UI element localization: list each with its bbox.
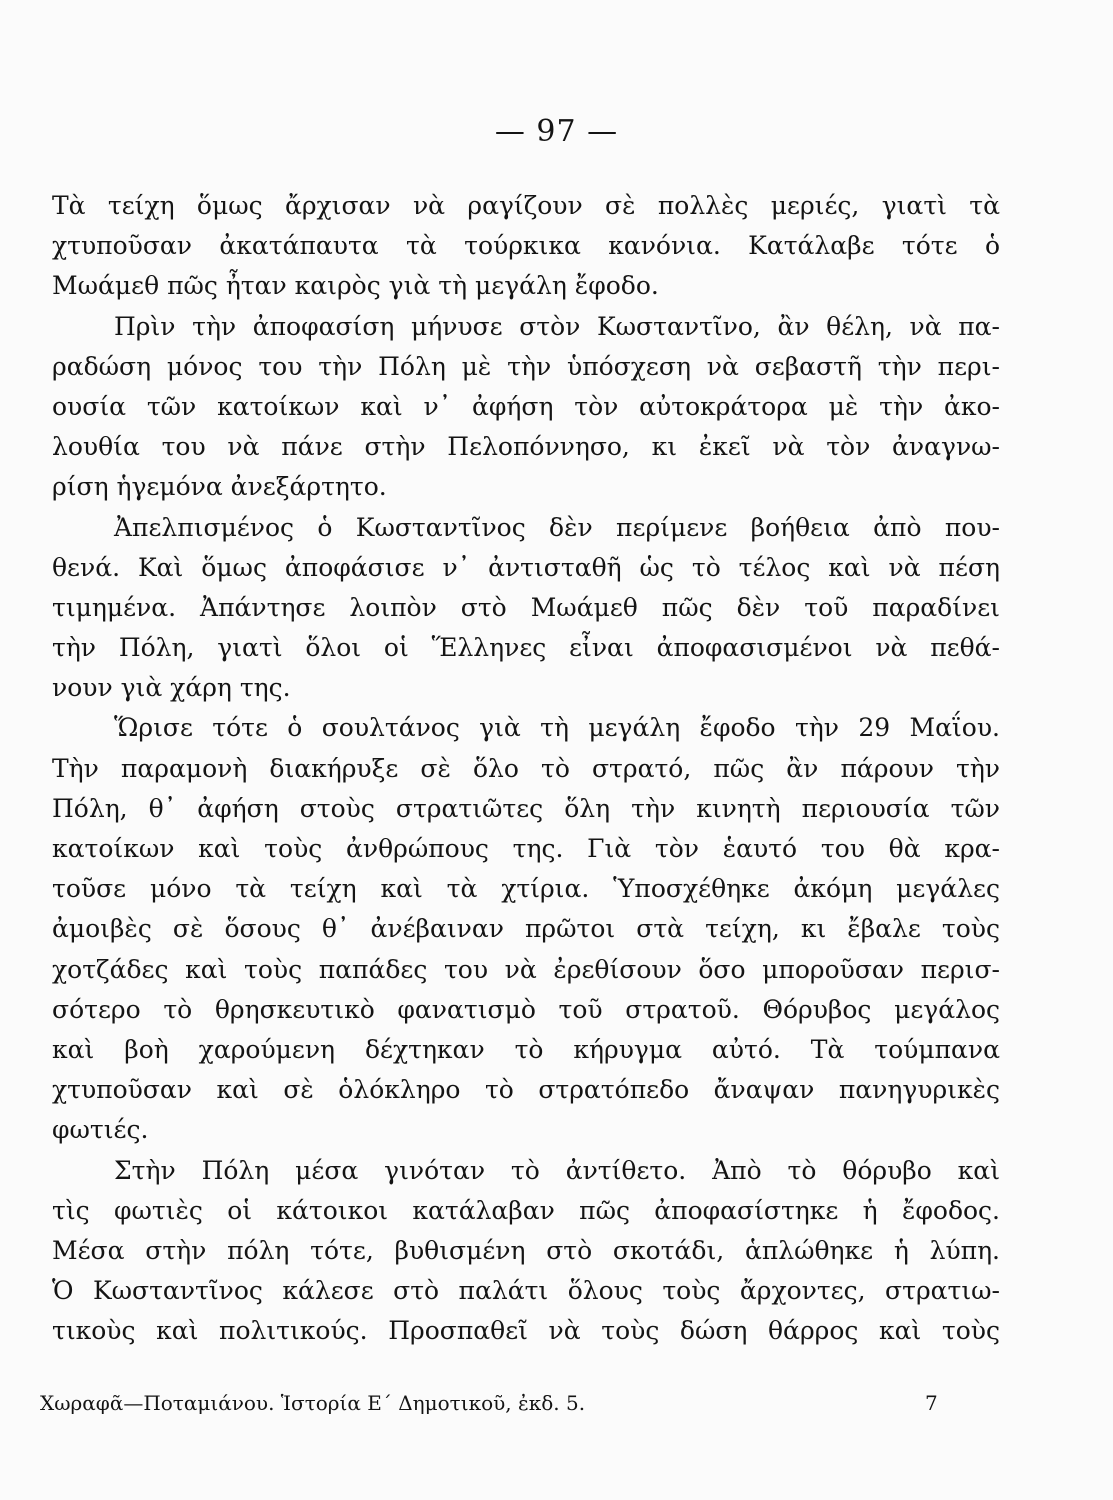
text-line: νουν γιὰ χάρη της.	[52, 673, 291, 703]
printer-footer: Χωραφᾶ—Ποταμιάνου. Ἱστορία Ε΄ Δημοτικοῦ, ἐκδ. 5.	[40, 1391, 586, 1415]
text-line: τικοὺς καὶ πολιτικούς. Προσπαθεῖ νὰ τοὺς δώση θάρρος καὶ τοὺς	[52, 1316, 1000, 1346]
text-line: ραδώση μόνος του τὴν Πόλη μὲ τὴν ὑπόσχεση νὰ σεβαστῆ τὴν περι-	[52, 351, 1000, 381]
text-line: ουσία τῶν κατοίκων καὶ ν᾽ ἀφήση τὸν αὐτοκράτορα μὲ τὴν ἀκο-	[52, 391, 1000, 421]
text-line: χοτζάδες καὶ τοὺς παπάδες του νὰ ἐρεθίσουν ὅσο μποροῦσαν περισ-	[52, 954, 1000, 984]
text-line: Στὴν Πόλη μέσα γινόταν τὸ ἀντίθετο. Ἀπὸ τὸ θόρυβο καὶ	[114, 1155, 1000, 1185]
text-line: τὶς φωτιὲς οἱ κάτοικοι κατάλαβαν πῶς ἀποφασίστηκε ἡ ἔφοδος.	[52, 1195, 1000, 1225]
text-line: Τὰ τείχη ὅμως ἄρχισαν νὰ ραγίζουν σὲ πολλὲς μεριές, γιατὶ τὰ	[52, 191, 1000, 220]
text-line: Πρὶν τὴν ἀποφασίση μήνυσε στὸν Κωσταντῖνο, ἂν θέλη, νὰ πα-	[114, 311, 1000, 341]
text-line: ρίση ἡγεμόνα ἀνεξάρτητο.	[52, 472, 387, 502]
text-line: Ὁ Κωσταντῖνος κάλεσε στὸ παλάτι ὅλους τοὺς ἄρχοντες, στρατιω-	[52, 1276, 1000, 1306]
text-line: λουθία του νὰ πάνε στὴν Πελοπόννησο, κι ἐκεῖ νὰ τὸν ἀναγνω-	[52, 432, 1000, 462]
text-line: χτυποῦσαν καὶ σὲ ὁλόκληρο τὸ στρατόπεδο ἄναψαν πανηγυρικὲς	[52, 1075, 1000, 1105]
text-line: Ὥρισε τότε ὁ σουλτάνος γιὰ τὴ μεγάλη ἔφοδο τὴν 29 Μαΐου.	[114, 713, 1000, 743]
text-line: τὴν Πόλη, γιατὶ ὅλοι οἱ Ἕλληνες εἶναι ἀποφασισμένοι νὰ πεθά-	[52, 633, 1000, 663]
text-line: ἀμοιβὲς σὲ ὅσους θ᾽ ἀνέβαιναν πρῶτοι στὰ τείχη, κι ἔβαλε τοὺς	[52, 914, 1000, 944]
text-line: καὶ βοὴ χαρούμενη δέχτηκαν τὸ κήρυγμα αὐτό. Τὰ τούμπανα	[52, 1034, 1000, 1064]
text-line: Πόλη, θ᾽ ἀφήση στοὺς στρατιῶτες ὅλη τὴν κινητὴ περιουσία τῶν	[52, 793, 1000, 823]
text-line: χτυποῦσαν ἀκατάπαυτα τὰ τούρκικα κανόνια. Κατάλαβε τότε ὁ	[52, 231, 1000, 261]
text-line: κατοίκων καὶ τοὺς ἀνθρώπους της. Γιὰ τὸν ἑαυτό του θὰ κρα-	[52, 834, 1000, 863]
text-line: Μωάμεθ πῶς ἦταν καιρὸς γιὰ τὴ μεγάλη ἔφοδο.	[52, 271, 659, 301]
signature-mark: 7	[925, 1391, 938, 1415]
page-number: — 97 —	[494, 114, 619, 149]
body-text	[52, 186, 1000, 1351]
text-line: Ἀπελπισμένος ὁ Κωσταντῖνος δὲν περίμενε βοήθεια ἀπὸ που-	[114, 512, 1000, 542]
text-line: τοῦσε μόνο τὰ τείχη καὶ τὰ χτίρια. Ὑποσχέθηκε ἀκόμη μεγάλες	[52, 874, 1000, 904]
text-line: τιμημένα. Ἀπάντησε λοιπὸν στὸ Μωάμεθ πῶς δὲν τοῦ παραδίνει	[52, 592, 1000, 622]
text-line: Μέσα στὴν πόλη τότε, βυθισμένη στὸ σκοτάδι, ἁπλώθηκε ἡ λύπη.	[52, 1235, 1000, 1265]
text-line: Τὴν παραμονὴ διακήρυξε σὲ ὅλο τὸ στρατό, πῶς ἂν πάρουν τὴν	[52, 753, 1000, 783]
text-line: φωτιές.	[52, 1115, 149, 1145]
text-line: θενά. Καὶ ὅμως ἀποφάσισε ν᾽ ἀντισταθῆ ὡς τὸ τέλος καὶ νὰ πέση	[52, 552, 1000, 582]
text-line: σότερο τὸ θρησκευτικὸ φανατισμὸ τοῦ στρατοῦ. Θόρυβος μεγάλος	[52, 994, 1000, 1024]
